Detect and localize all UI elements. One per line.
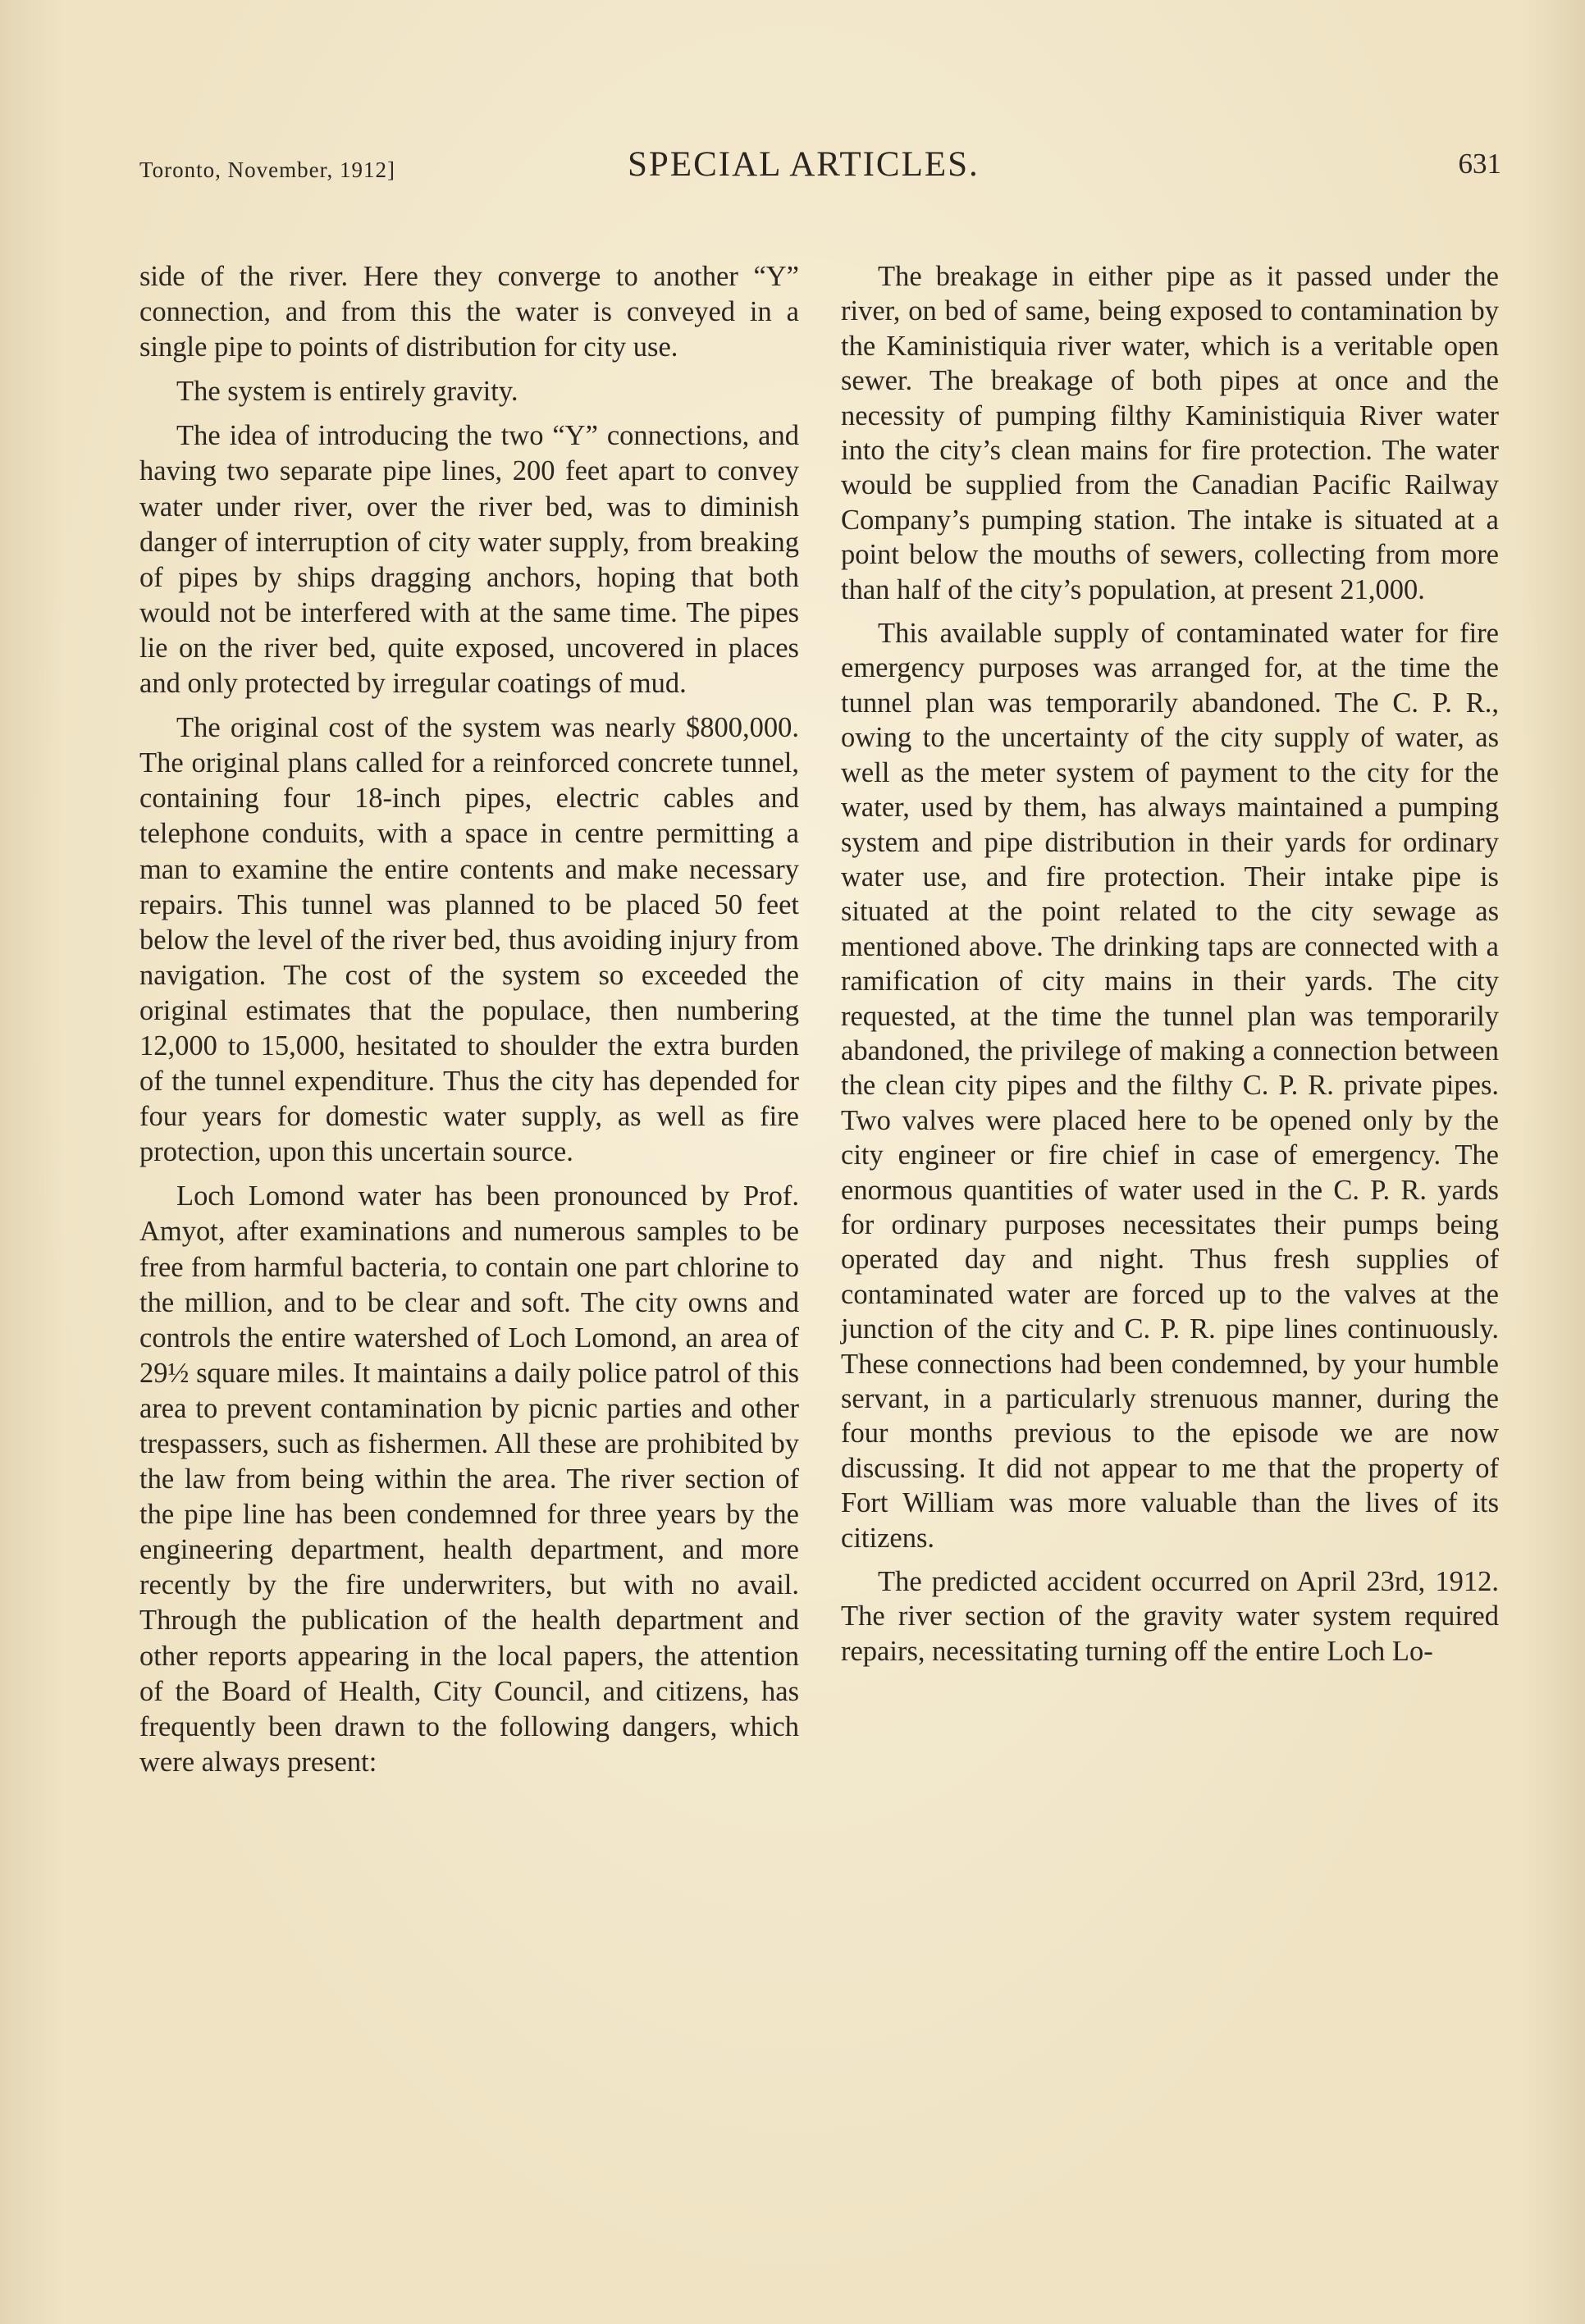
paragraph: The predicted accident occurred on April 23rd, 1912. The river section of the gravity water system required repairs, necessitating turning off the entire Loch Lo-	[841, 1566, 1499, 1667]
paragraph: The breakage in either pipe as it passed under the river, on bed of same, being exposed to contamination by the Kaministiquia river water, which is a veritable open sewer. The breakage of both pipes at once and the necessity of pumping filthy Kaministiquia River water into the city’s clean mains for fire protection. The water would be supplied from the Canadian Pacific Railway Company’s pumping station. The intake is situated at a point below the mouths of sewers, collecting from more than half of the city’s population, at present 21,000.	[841, 261, 1499, 605]
paragraph: Loch Lomond water has been pronounced by Prof. Amyot, after examinations and numerous samples to be free from harmful bacteria, to contain one part chlorine to the million, and to be clear and soft. The city owns and controls the entire watershed of Loch Lomond, an area of 29½ square miles. It maintains a daily police patrol of this area to prevent contamination by picnic parties and other trespassers, such as fishermen. All these are prohibited by the law from being within the area. The river section of the pipe line has been condemned for three years by the engineering department, health department, and more recently by the fire underwriters, but with no avail. Through the publication of the health department and other reports appearing in the local papers, the attention of the Board of Health, City Council, and citizens, has frequently been drawn to the following dangers, which were always present:	[139, 1180, 799, 1778]
section-title: SPECIAL ARTICLES.	[628, 145, 980, 184]
paragraph: The original cost of the system was nearly $800,000. The original plans called for a reinforced concrete tunnel, containing four 18-inch pipes, electric cables and telephone conduits, with a space in centre permitting a man to examine the entire contents and make necessary repairs. This tunnel was planned to be placed 50 feet below the level of the river bed, thus avoiding injury from navigation. The cost of the system so exceeded the original estimates that the populace, then numbering 12,000 to 15,000, hesitated to shoulder the extra burden of the tunnel expenditure. Thus the city has depended for four years for domestic water supply, as well as fire protection, upon this uncertain source.	[139, 712, 799, 1168]
paragraph: This available supply of contaminated water for fire emergency purposes was arranged for, at the time the tunnel plan was temporarily abandoned. The C. P. R., owing to the uncertainty of the city supply of water, as well as the meter system of payment to the city for the water, used by them, has always maintained a pumping system and pipe distribution in their yards for ordinary water use, and fire protection. Their intake pipe is situated at the point related to the city sewage as mentioned above. The drinking taps are connected with a ramification of city mains in their yards. The city requested, at the time the tunnel plan was temporarily abandoned, the privilege of making a connection between the clean city pipes and the filthy C. P. R. private pipes. Two valves were placed here to be opened only by the city engineer or fire chief in case of emergency. The enormous quantities of water used in the C. P. R. yards for ordinary purposes necessitates their pumps being operated day and night. Thus fresh supplies of contaminated water are forced up to the valves at the junction of the city and C. P. R. pipe lines continuously. These connections had been condemned, by your humble servant, in a particularly strenuous manner, during the four months previous to the episode we are now discussing. It did not appear to me that the property of Fort William was more valuable than the lives of its citizens.	[841, 618, 1499, 1554]
left-column	[139, 259, 799, 1789]
page-number: 631	[1458, 148, 1501, 180]
right-column	[841, 259, 1499, 1678]
paragraph: The idea of introducing the two “Y” connections, and having two separate pipe lines, 200 feet apart to convey water under river, over the river bed, was to diminish danger of interruption of city water supply, from breaking of pipes by ships dragging anchors, hoping that both would not be interfered with at the same time. The pipes lie on the river bed, quite exposed, uncovered in places and only protected by irregular coatings of mud.	[139, 420, 799, 700]
running-header	[139, 144, 1501, 194]
paragraph: The system is entirely gravity.	[176, 376, 518, 408]
header-source-date: Toronto, November, 1912]	[139, 158, 395, 182]
paragraph: side of the river. Here they converge to another “Y” connection, and from this the water is conveyed in a single pipe to points of distribution for city use.	[139, 261, 799, 363]
